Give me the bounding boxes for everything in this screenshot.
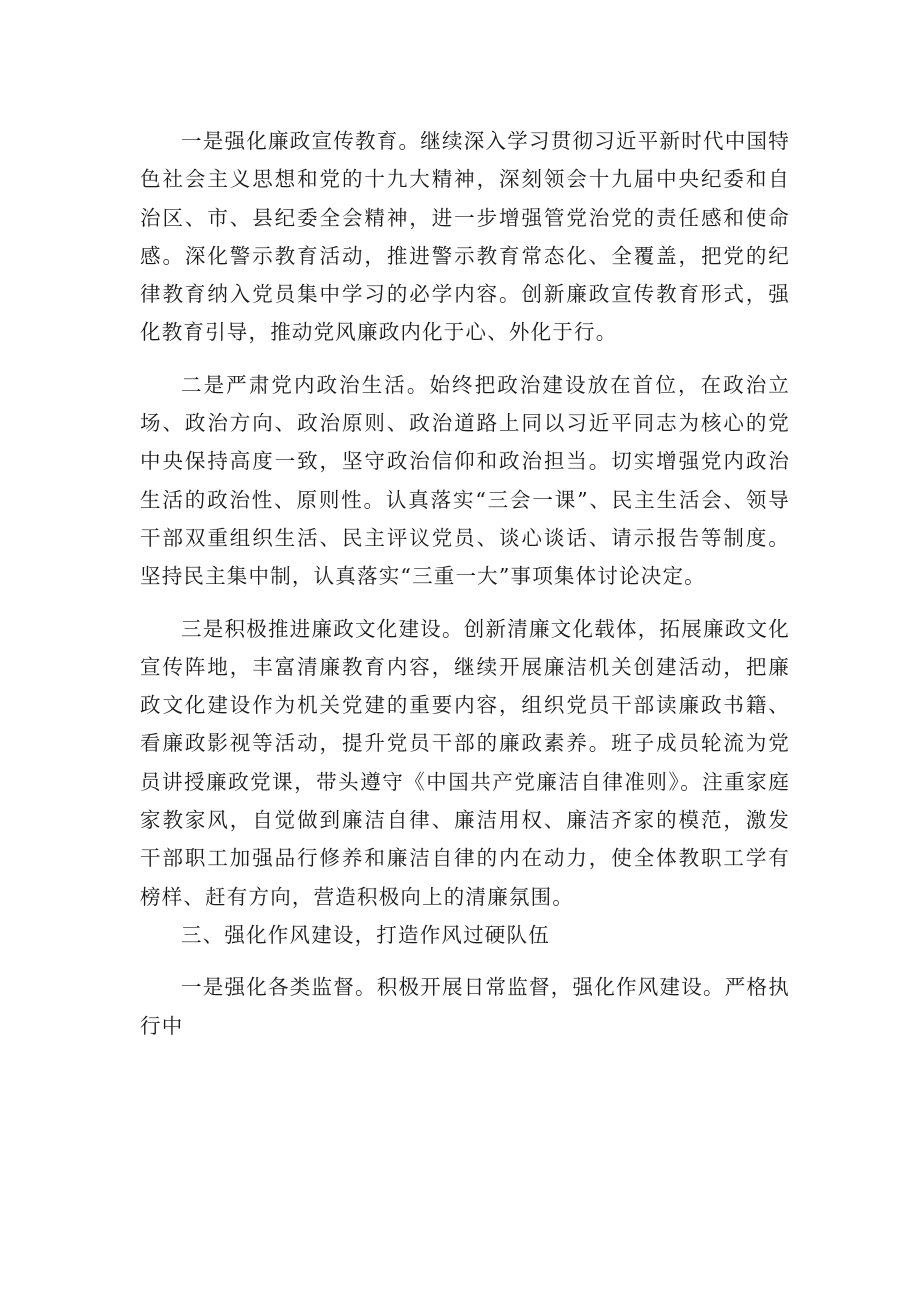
document-body <box>140 122 790 1045</box>
section-heading: 三、强化作风建设，打造作风过硬队伍 <box>181 922 550 947</box>
paragraph-integrity-culture: 三是积极推进廉政文化建设。创新清廉文化载体，拓展廉政文化宣传阵地，丰富清廉教育内容，继续开展廉洁机关创建活动，把廉政文化建设作为机关党建的重要内容，组织党员干部读廉政书籍、看廉政影视等活动，提升党员干部的廉政素养。班子成员轮流为党员讲授廉政党课，带头遵守《中国共产党廉洁自律准则》。注重家庭家教家风，自觉做到廉洁自律、廉洁用权、廉洁齐家的模范，激发干部职工加强品行修养和廉洁自律的内在动力，使全体教职工学有榜样、赶有方向，营造积极向上的清廉氛围。 <box>140 616 790 909</box>
paragraph-supervision: 一是强化各类监督。积极开展日常监督，强化作风建设。严格执行中 <box>140 975 790 1038</box>
paragraph-anti-corruption-education: 一是强化廉政宣传教育。继续深入学习贯彻习近平新时代中国特色社会主义思想和党的十九大精神，深刻领会十九届中央纪委和自治区、市、县纪委全会精神，进一步增强管党治党的责任感和使命感。深化警示教育活动，推进警示教育常态化、全覆盖，把党的纪律教育纳入党员集中学习的必学内容。创新廉政宣传教育形式，强化教育引导，推动党风廉政内化于心、外化于行。 <box>140 129 790 345</box>
paragraph-party-political-life: 二是严肃党内政治生活。始终把政治建设放在首位，在政治立场、政治方向、政治原则、政治道路上同以习近平同志为核心的党中央保持高度一致，坚守政治信仰和政治担当。切实增强党内政治生活的政治性、原则性。认真落实“三会一课”、民主生活会、领导干部双重组织生活、民主评议党员、谈心谈话、请示报告等制度。坚持民主集中制，认真落实“三重一大”事项集体讨论决定。 <box>140 372 790 589</box>
